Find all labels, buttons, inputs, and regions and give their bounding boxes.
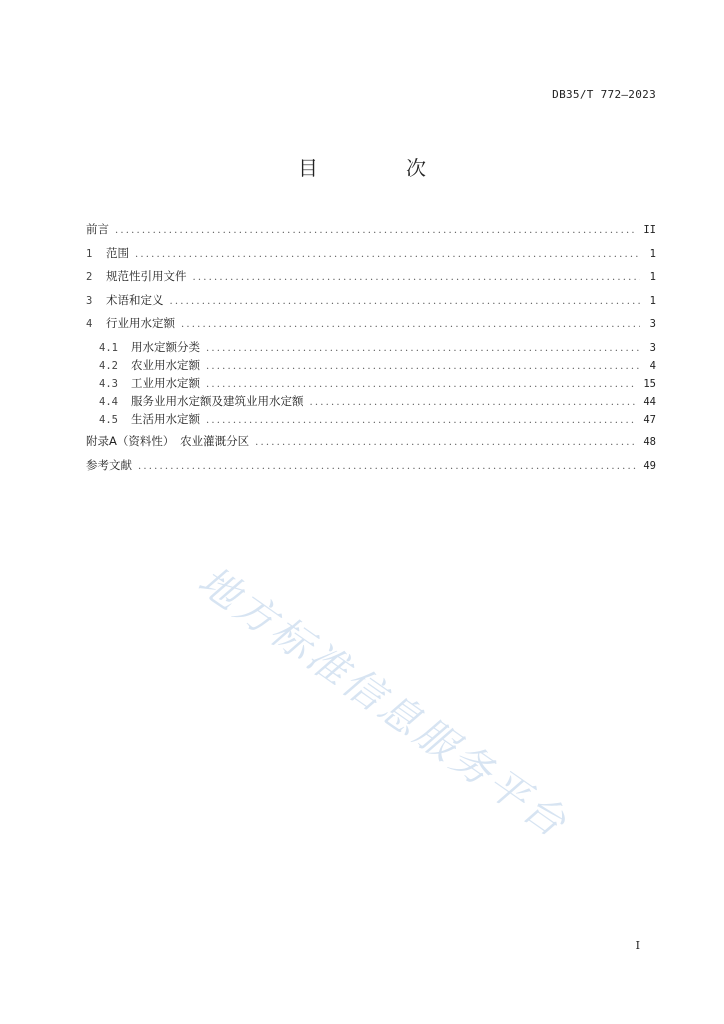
toc-entry-number: 4.1 bbox=[99, 341, 118, 354]
toc-leader-dots bbox=[206, 412, 637, 430]
toc-entry-number: 4 bbox=[86, 318, 93, 330]
toc-entry-label: 行业用水定额 bbox=[106, 316, 175, 330]
toc-leader-dots bbox=[255, 434, 637, 452]
toc-leader-dots bbox=[115, 222, 637, 240]
toc-entry[interactable] bbox=[86, 244, 656, 268]
toc-entry-label: 生活用水定额 bbox=[131, 412, 200, 427]
toc-entry-page: 1 bbox=[649, 294, 656, 307]
toc-entry[interactable] bbox=[86, 220, 656, 244]
toc-entry-page: 3 bbox=[649, 318, 656, 330]
watermark: 地方标准信息服务平台 bbox=[189, 557, 577, 848]
toc-entry-label: 规范性引用文件 bbox=[106, 269, 187, 283]
toc-entry[interactable] bbox=[86, 456, 656, 480]
toc-entry[interactable] bbox=[86, 392, 656, 410]
toc-entry[interactable] bbox=[86, 356, 656, 374]
toc-entry-label: 附录A（资料性） 农业灌溉分区 bbox=[86, 434, 250, 449]
toc-entry-page: 1 bbox=[649, 247, 656, 260]
toc-entry-label: 范围 bbox=[106, 245, 129, 260]
toc-entry-number: 4.5 bbox=[99, 414, 118, 427]
toc-leader-dots bbox=[193, 269, 641, 287]
toc-entry[interactable] bbox=[86, 267, 656, 291]
toc-entry-page: 4 bbox=[649, 359, 656, 372]
toc-leader-dots bbox=[135, 246, 640, 264]
toc-leader-dots bbox=[181, 316, 640, 334]
page-number: I bbox=[635, 939, 640, 952]
toc-entry-label: 用水定额分类 bbox=[131, 339, 200, 354]
toc-entry-number: 4.4 bbox=[99, 396, 118, 409]
toc-entry-label: 服务业用水定额及建筑业用水定额 bbox=[131, 394, 304, 409]
toc-leader-dots bbox=[206, 358, 640, 376]
toc-entry-page: 3 bbox=[649, 341, 656, 354]
toc-leader-dots bbox=[310, 394, 638, 412]
toc-entry-number: 4.3 bbox=[99, 377, 118, 390]
toc-entry-page: 1 bbox=[649, 271, 656, 283]
toc-entry[interactable] bbox=[86, 410, 656, 428]
toc-entry-label: 工业用水定额 bbox=[131, 375, 200, 390]
toc-leader-dots bbox=[206, 340, 640, 358]
toc-entry-label: 参考文献 bbox=[86, 457, 132, 472]
toc-entry[interactable] bbox=[86, 314, 656, 338]
toc-entry-number: 4.2 bbox=[99, 359, 118, 372]
document-code: DB35/T 772—2023 bbox=[552, 88, 656, 101]
toc-entry[interactable] bbox=[86, 338, 656, 356]
table-of-contents bbox=[86, 220, 656, 479]
toc-entry-page: 15 bbox=[643, 377, 656, 390]
toc-leader-dots bbox=[138, 458, 637, 476]
toc-entry-label: 前言 bbox=[86, 222, 109, 236]
toc-entry-page: 48 bbox=[643, 436, 656, 449]
toc-entry-number: 2 bbox=[86, 271, 93, 283]
toc-entry-label: 术语和定义 bbox=[106, 292, 164, 307]
page-title: 目 次 bbox=[298, 156, 460, 180]
toc-entry-page: 47 bbox=[643, 414, 656, 427]
toc-entry-number: 3 bbox=[86, 294, 93, 307]
toc-entry-label: 农业用水定额 bbox=[131, 357, 200, 372]
toc-entry[interactable] bbox=[86, 291, 656, 315]
toc-entry[interactable] bbox=[86, 432, 656, 456]
toc-entry[interactable] bbox=[86, 374, 656, 392]
toc-entry-page: II bbox=[643, 224, 656, 236]
toc-entry-number: 1 bbox=[86, 247, 93, 260]
toc-entry-page: 49 bbox=[643, 459, 656, 472]
toc-leader-dots bbox=[170, 293, 641, 311]
toc-entry-page: 44 bbox=[643, 396, 656, 409]
